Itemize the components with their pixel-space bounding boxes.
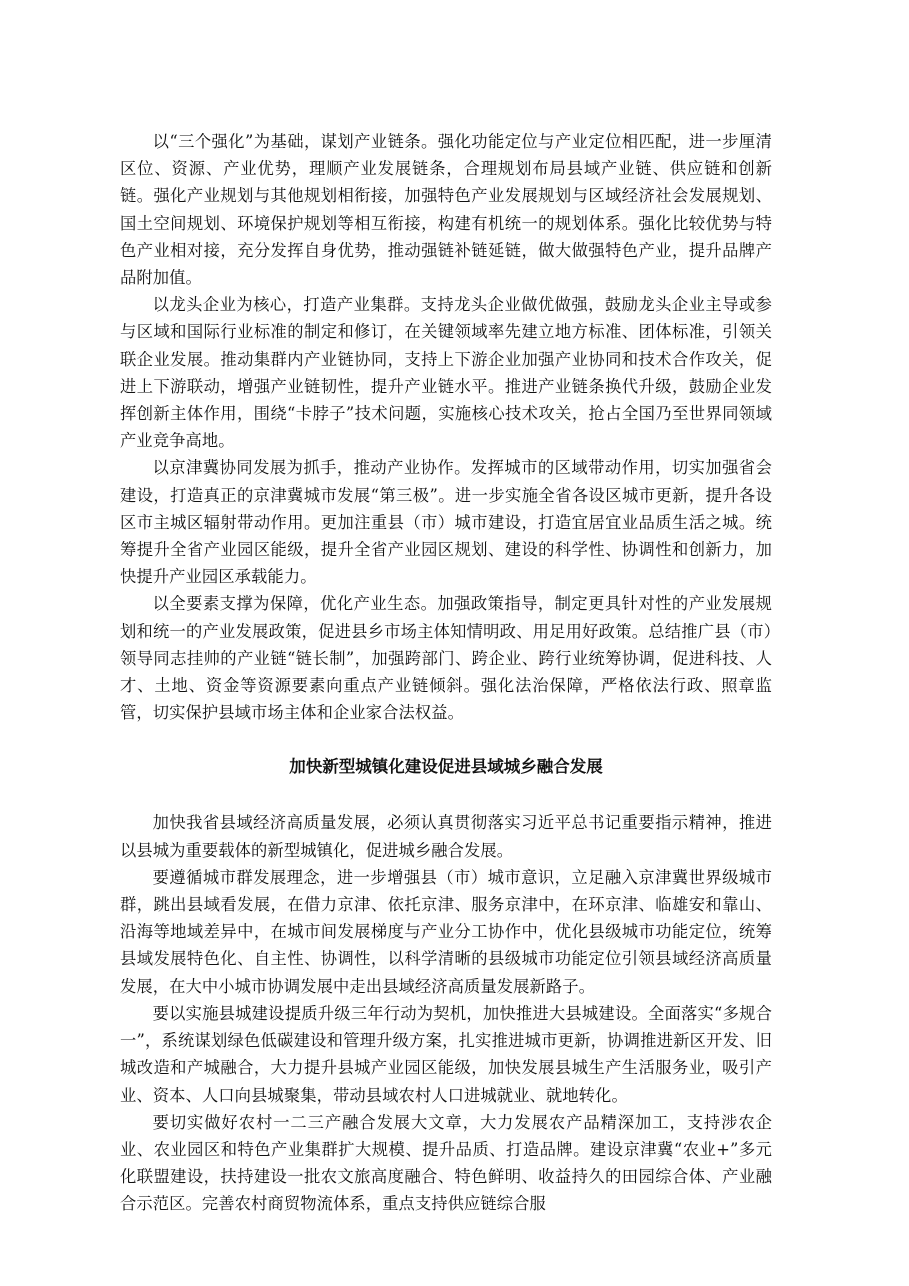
paragraph: 要切实做好农村一二三产融合发展大文章，大力发展农产品精深加工，支持涉农企业、农业园区和特色产业集群扩大规模、提升品质、打造品牌。建设京津冀“农业+”多元化联盟建设，扶持建设一批农文旅高度融合、特色鲜明、收益持久的田园综合体、产业融合示范区。完善农村商贸物流体系，重点支持供应链综合服 bbox=[120, 1112, 772, 1214]
section-heading: 加快新型城镇化建设促进县域城乡融合发展 bbox=[289, 757, 603, 777]
section-urbanization bbox=[120, 809, 772, 1217]
paragraph: 加快我省县域经济高质量发展，必须认真贯彻落实习近平总书记重要指示精神，推进以县城为重要载体的新型城镇化，促进城乡融合发展。 bbox=[120, 813, 772, 860]
paragraph: 要以实施县城建设提质升级三年行动为契机，加快推进大县城建设。全面落实“多规合一”，系统谋划绿色低碳建设和管理升级方案，扎实推进城市更新，协调推进新区开发、旧城改造和产城融合，大力提升县城产业园区能级，加快发展县城生产生活服务业，吸引产业、资本、人口向县城聚集，带动县域农村人口进城就业、就地转化。 bbox=[120, 1003, 772, 1105]
paragraph: 以京津冀协同发展为抓手，推动产业协作。发挥城市的区域带动作用，切实加强省会建设，打造真正的京津冀城市发展“第三极”。进一步实施全省各设区城市更新，提升各设区市主城区辐射带动作用。更加注重县（市）城市建设，打造宜居宜业品质生活之城。统筹提升全省产业园区能级，提升全省产业园区规划、建设的科学性、协调性和创新力，加快提升产业园区承载能力。 bbox=[120, 458, 772, 587]
section-industrial-chain bbox=[120, 128, 772, 726]
paragraph: 以“三个强化”为基础，谋划产业链条。强化功能定位与产业定位相匹配，进一步厘清区位、资源、产业优势，理顺产业发展链条，合理规划布局县域产业链、供应链和创新链。强化产业规划与其他规划相衔接，加强特色产业发展规划与区域经济社会发展规划、国土空间规划、环境保护规划等相互衔接，构建有机统一的规划体系。强化比较优势与特色产业相对接，充分发挥自身优势，推动强链补链延链，做大做强特色产业，提升品牌产品附加值。 bbox=[120, 132, 772, 288]
paragraph: 以龙头企业为核心，打造产业集群。支持龙头企业做优做强，鼓励龙头企业主导或参与区域和国际行业标准的制定和修订，在关键领域率先建立地方标准、团体标准，引领关联企业发展。推动集群内产业链协同，支持上下游企业加强产业协同和技术合作攻关，促进上下游联动，增强产业链韧性，提升产业链水平。推进产业链条换代升级，鼓励企业发挥创新主体作用，围绕“卡脖子”技术问题，实施核心技术攻关，抢占全国乃至世界同领域产业竞争高地。 bbox=[120, 295, 772, 451]
paragraph: 以全要素支撑为保障，优化产业生态。加强政策指导，制定更具针对性的产业发展规划和统一的产业发展政策，促进县乡市场主体知情明政、用足用好政策。总结推广县（市）领导同志挂帅的产业链“链长制”，加强跨部门、跨企业、跨行业统筹协调，促进科技、人才、土地、资金等资源要素向重点产业链倾斜。强化法治保障，严格依法行政、照章监管，切实保护县域市场主体和企业家合法权益。 bbox=[120, 594, 772, 723]
section-heading-wrap bbox=[120, 753, 772, 780]
document-page bbox=[120, 128, 772, 1218]
paragraph: 要遵循城市群发展理念，进一步增强县（市）城市意识，立足融入京津冀世界级城市群，跳出县域看发展，在借力京津、依托京津、服务京津中，在环京津、临雄安和靠山、沿海等地域差异中，在城市间发展梯度与产业分工协作中，优化县级城市功能定位，统筹县域发展特色化、自主性、协调性，以科学清晰的县级城市功能定位引领县域经济高质量发展，在大中小城市协调发展中走出县域经济高质量发展新路子。 bbox=[120, 867, 772, 996]
